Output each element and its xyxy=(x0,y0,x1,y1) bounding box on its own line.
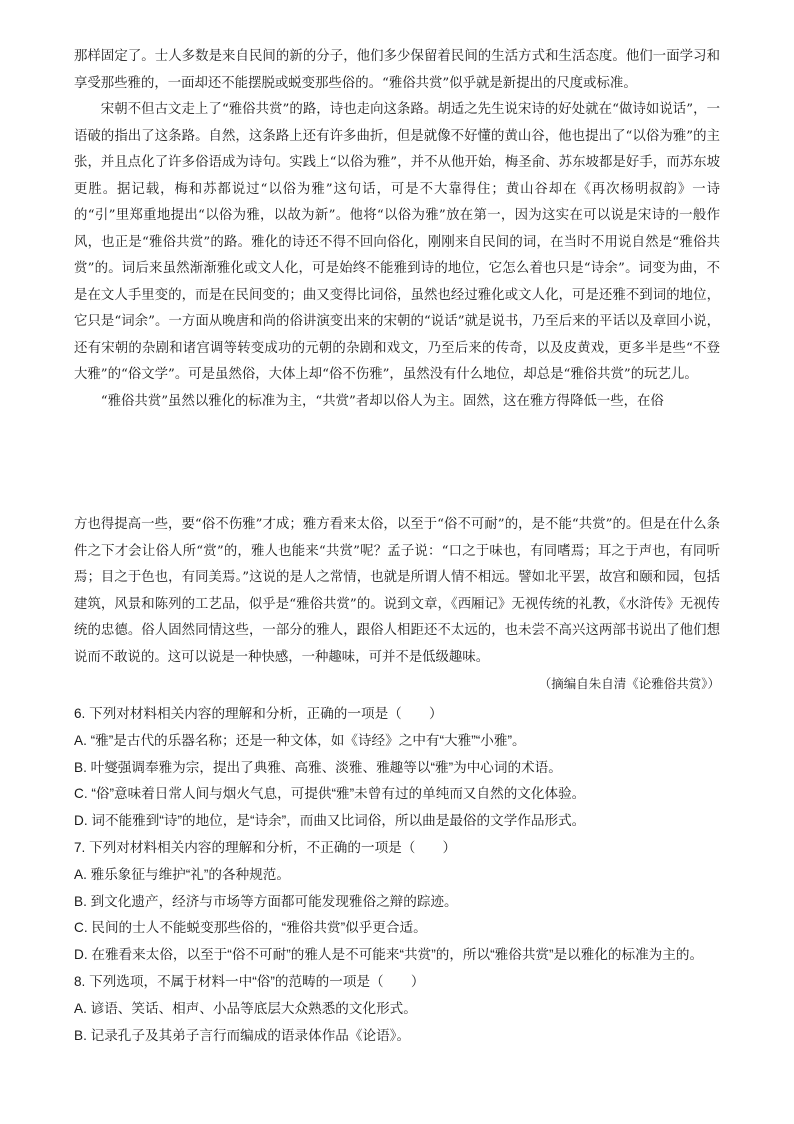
question-7-stem: 7. 下列对材料相关内容的理解和分析，不正确的一项是（ ） xyxy=(74,839,457,855)
source-citation: （摘编自朱自清《论雅俗共赏》） xyxy=(538,676,720,691)
question-8-option-b: B. 记录孔子及其弟子言行而编成的语录体作品《论语》。 xyxy=(74,1027,411,1043)
question-6-option-a: A. “雅”是古代的乐器名称；还是一种文体，如《诗经》之中有“大雅”“小雅”。 xyxy=(74,732,526,748)
passage-block-1 xyxy=(74,44,720,415)
question-6-stem: 6. 下列对材料相关内容的理解和分析，正确的一项是（ ） xyxy=(74,706,443,721)
question-8-stem: 8. 下列选项，不属于材料一中“俗”的范畴的一项是（ ） xyxy=(74,973,425,989)
question-7-option-a: A. 雅乐象征与维护“礼”的各种规范。 xyxy=(74,866,290,882)
passage-paragraph-3-start: “雅俗共赏”虽然以雅化的标准为主，“共赏”者却以俗人为主。固然，这在雅方得降低一些，在俗 xyxy=(100,393,664,409)
passage-paragraph-3-continued: 方也得提高一些，要“俗不伤雅”才成；雅方看来太俗，以至于“俗不可耐”的，是不能“共赏”的。但是在什么条件之下才会让俗人所“赏”的，雅人也能来“共赏”呢？孟子说：“口之于味也，有同嗜焉；耳之于声也，有同听焉；目之于色也，有同美焉。”这说的是人之常情，也就是所谓人情不相远。譬如北平罢，故宫和颐和园，包括建筑，风景和陈列的工艺品，似乎是“雅俗共赏”的。说到文章，《西厢记》无视传统的礼教，《水浒传》无视传统的忠德。俗人固然同情这些，一部分的雅人，跟俗人相距还不太远的，也未尝不高兴这两部书说出了他们想说而不敢说的。这可以说是一种快感，一种趣味，可并不是低级趣味。 xyxy=(74,517,720,665)
question-7-option-d: D. 在雅看来太俗，以至于“俗不可耐”的雅人是不可能来“共赏”的，所以“雅俗共赏”是以雅化的标准为主的。 xyxy=(74,947,704,963)
passage-block-2 xyxy=(74,512,720,671)
passage-paragraph-1: 那样固定了。士人多数是来自民间的新的分子，他们多少保留着民间的生活方式和生活态度。他们一面学习和享受那些雅的，一面却还不能摆脱或蜕变那些俗的。“雅俗共赏”似乎就是新提出的尺度或标准。 xyxy=(74,49,720,91)
passage-paragraph-2: 宋朝不但古文走上了“雅俗共赏”的路，诗也走向这条路。胡适之先生说宋诗的好处就在“做诗如说话”，一语破的指出了这条路。自然，这条路上还有许多曲折，但是就像不好懂的黄山谷，他也提出了“以俗为雅”的主张，并且点化了许多俗语成为诗句。实践上“以俗为雅”，并不从他开始，梅圣俞、苏东坡都是好手，而苏东坡更胜。据记载，梅和苏都说过“以俗为雅”这句话，可是不大靠得住；黄山谷却在《再次杨明叔韵》一诗的“引”里郑重地提出“以俗为雅，以故为新”。他将“以俗为雅”放在第一，因为这实在可以说是宋诗的一般作风，也正是“雅俗共赏”的路。雅化的诗还不得不回向俗化，刚刚来自民间的词，在当时不用说自然是“雅俗共赏”的。词后来虽然渐渐雅化或文人化，可是始终不能雅到诗的地位，它怎么着也只是“诗余”。词变为曲，不是在文人手里变的，而是在民间变的；曲又变得比词俗，虽然也经过雅化或文人化，可是还雅不到词的地位，它只是“词余”。一方面从晚唐和尚的俗讲演变出来的宋朝的“说话”就是说书，乃至后来的平话以及章回小说，还有宋朝的杂剧和诸宫调等转变成功的元朝的杂剧和戏文，乃至后来的传奇，以及皮黄戏，更多半是些“不登大雅”的“俗文学”。可是虽然俗，大体上却“俗不伤雅”，虽然没有什么地位，却总是“雅俗共赏”的玩艺儿。 xyxy=(74,102,720,382)
question-list xyxy=(74,701,724,1049)
question-6-option-c: C. “俗”意味着日常人间与烟火气息，可提供“雅”未曾有过的单纯而又自然的文化体验。 xyxy=(74,786,586,802)
question-7-option-c: C. 民间的士人不能蜕变那些俗的，“雅俗共赏”似乎更合适。 xyxy=(74,920,427,936)
question-6-option-b: B. 叶燮强调奉雅为宗，提出了典雅、高雅、淡雅、雅趣等以“雅”为中心词的术语。 xyxy=(74,759,562,775)
question-8-option-a: A. 谚语、笑话、相声、小品等底层大众熟悉的文化形式。 xyxy=(74,1000,417,1016)
question-7-option-b: B. 到文化遗产，经济与市场等方面都可能发现雅俗之辩的踪迹。 xyxy=(74,893,458,909)
question-6-option-d: D. 词不能雅到“诗”的地位，是“诗余”，而曲又比词俗，所以曲是最俗的文学作品形式。 xyxy=(74,813,586,829)
